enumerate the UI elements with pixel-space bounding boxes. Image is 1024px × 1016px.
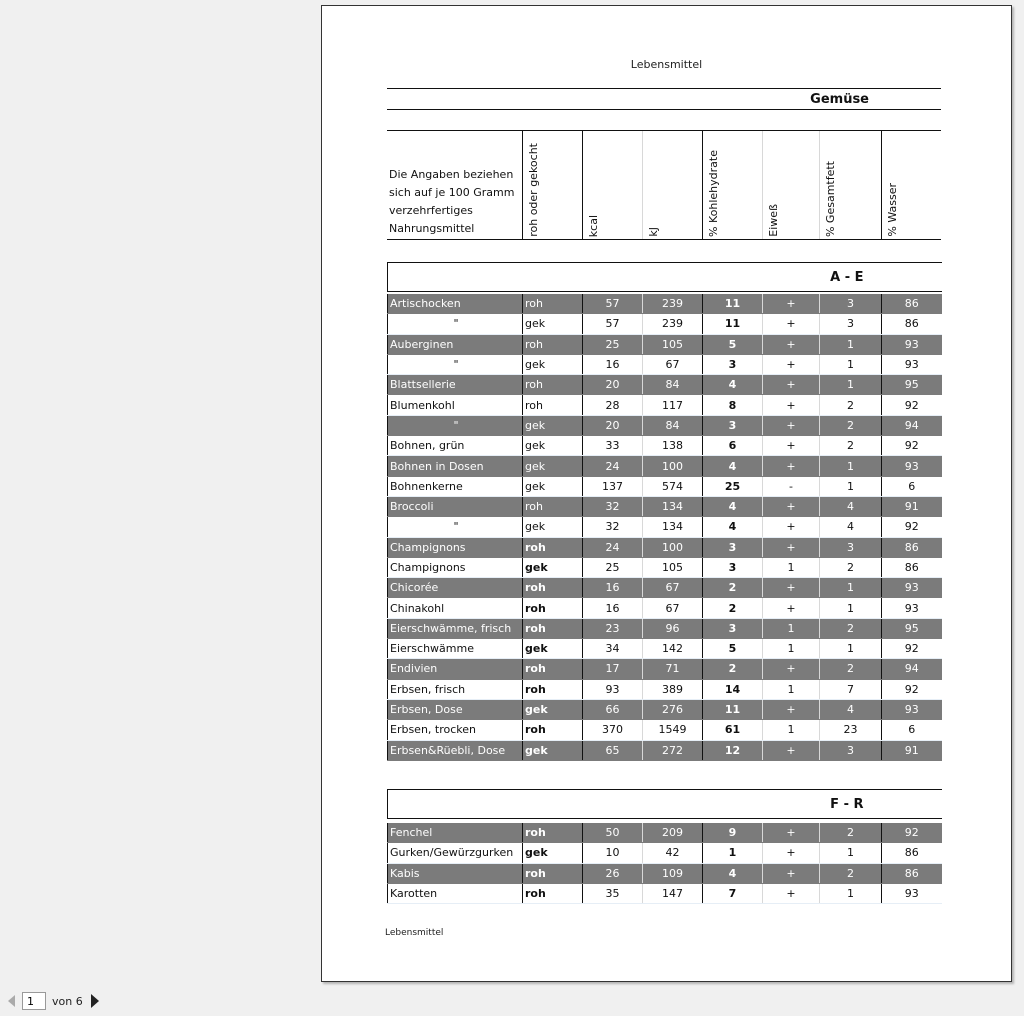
page-navigation xyxy=(8,991,99,1011)
kcal-cell: 20 xyxy=(583,415,643,435)
kj-cell: 100 xyxy=(643,456,703,476)
wasser-cell: 93 xyxy=(882,699,942,719)
kh-cell: 3 xyxy=(703,537,763,557)
wasser-cell: 86 xyxy=(882,314,942,334)
kj-cell: 71 xyxy=(643,659,703,679)
food-name-cell: Bohnenkerne xyxy=(388,476,523,496)
kcal-cell: 32 xyxy=(583,496,643,516)
wasser-cell: 92 xyxy=(882,639,942,659)
eiweiss-cell: + xyxy=(763,314,820,334)
fett-cell: 2 xyxy=(820,659,882,679)
wasser-cell: 95 xyxy=(882,618,942,638)
food-name-cell: Champignons xyxy=(388,537,523,557)
state-cell: gek xyxy=(523,456,583,476)
kj-cell: 574 xyxy=(643,476,703,496)
table-row xyxy=(388,578,942,598)
eiweiss-cell: + xyxy=(763,598,820,618)
state-cell: roh xyxy=(523,720,583,740)
kh-cell: 9 xyxy=(703,823,763,843)
kcal-cell: 370 xyxy=(583,720,643,740)
kj-cell: 100 xyxy=(643,537,703,557)
wasser-cell: 86 xyxy=(882,557,942,577)
state-cell: roh xyxy=(523,883,583,903)
state-cell: gek xyxy=(523,314,583,334)
fett-cell: 1 xyxy=(820,354,882,374)
table-row xyxy=(388,598,942,618)
food-name-cell: Auberginen xyxy=(388,334,523,354)
section-title: F - R xyxy=(388,790,942,819)
section-table-a-e xyxy=(387,262,942,761)
kh-cell: 61 xyxy=(703,720,763,740)
wasser-cell: 92 xyxy=(882,395,942,415)
wasser-cell: 92 xyxy=(882,823,942,843)
fett-cell: 2 xyxy=(820,436,882,456)
food-name-cell: Chicorée xyxy=(388,578,523,598)
food-name-cell: Karotten xyxy=(388,883,523,903)
eiweiss-cell: + xyxy=(763,496,820,516)
kj-cell: 209 xyxy=(643,823,703,843)
food-name-cell: Endivien xyxy=(388,659,523,679)
wasser-cell: 93 xyxy=(882,456,942,476)
state-cell: roh xyxy=(523,537,583,557)
wasser-cell: 92 xyxy=(882,517,942,537)
kh-cell: 4 xyxy=(703,863,763,883)
eiweiss-cell: + xyxy=(763,578,820,598)
wasser-cell: 86 xyxy=(882,537,942,557)
kcal-cell: 16 xyxy=(583,354,643,374)
kj-cell: 272 xyxy=(643,740,703,760)
kh-cell: 3 xyxy=(703,354,763,374)
table-row xyxy=(388,294,942,314)
kcal-cell: 28 xyxy=(583,395,643,415)
state-cell: roh xyxy=(523,496,583,516)
table-row xyxy=(388,823,942,843)
wasser-cell: 91 xyxy=(882,496,942,516)
state-cell: roh xyxy=(523,598,583,618)
food-name-cell: Eierschwämme xyxy=(388,639,523,659)
eiweiss-cell: + xyxy=(763,740,820,760)
table-title: Gemüse xyxy=(387,89,941,110)
wasser-cell: 93 xyxy=(882,598,942,618)
kcal-cell: 17 xyxy=(583,659,643,679)
kj-cell: 134 xyxy=(643,517,703,537)
kcal-cell: 50 xyxy=(583,823,643,843)
column-header-kohlehydrate: % Kohlehydrate xyxy=(702,131,762,240)
kcal-cell: 16 xyxy=(583,598,643,618)
eiweiss-cell: + xyxy=(763,883,820,903)
fett-cell: 4 xyxy=(820,699,882,719)
fett-cell: 1 xyxy=(820,598,882,618)
food-name-cell: Gurken/Gewürzgurken xyxy=(388,843,523,863)
kh-cell: 11 xyxy=(703,294,763,314)
food-name-cell: Bohnen, grün xyxy=(388,436,523,456)
fett-cell: 4 xyxy=(820,517,882,537)
kcal-cell: 25 xyxy=(583,557,643,577)
kj-cell: 239 xyxy=(643,314,703,334)
kj-cell: 84 xyxy=(643,415,703,435)
food-name-cell: Blumenkohl xyxy=(388,395,523,415)
wasser-cell: 6 xyxy=(882,476,942,496)
state-cell: roh xyxy=(523,375,583,395)
wasser-cell: 86 xyxy=(882,863,942,883)
fett-cell: 1 xyxy=(820,639,882,659)
kj-cell: 1549 xyxy=(643,720,703,740)
kh-cell: 11 xyxy=(703,314,763,334)
kcal-cell: 57 xyxy=(583,314,643,334)
kh-cell: 14 xyxy=(703,679,763,699)
fett-cell: 1 xyxy=(820,375,882,395)
fett-cell: 4 xyxy=(820,496,882,516)
kcal-cell: 24 xyxy=(583,537,643,557)
table-row xyxy=(388,395,942,415)
state-cell: roh xyxy=(523,395,583,415)
blank-row xyxy=(387,110,941,131)
kh-cell: 11 xyxy=(703,699,763,719)
kcal-cell: 23 xyxy=(583,618,643,638)
kh-cell: 4 xyxy=(703,517,763,537)
wasser-cell: 86 xyxy=(882,294,942,314)
kcal-cell: 32 xyxy=(583,517,643,537)
food-name-cell: " xyxy=(388,314,523,334)
food-name-cell: Erbsen, Dose xyxy=(388,699,523,719)
kj-cell: 109 xyxy=(643,863,703,883)
fett-cell: 1 xyxy=(820,456,882,476)
section-table-f-r xyxy=(387,789,942,904)
kj-cell: 276 xyxy=(643,699,703,719)
kcal-cell: 93 xyxy=(583,679,643,699)
eiweiss-cell: + xyxy=(763,537,820,557)
table-row xyxy=(388,375,942,395)
wasser-cell: 93 xyxy=(882,883,942,903)
food-name-cell: Bohnen in Dosen xyxy=(388,456,523,476)
column-header-table xyxy=(387,88,941,240)
kj-cell: 67 xyxy=(643,598,703,618)
fett-cell: 3 xyxy=(820,314,882,334)
table-row xyxy=(388,843,942,863)
fett-cell: 1 xyxy=(820,578,882,598)
fett-cell: 2 xyxy=(820,395,882,415)
column-header-gesamtfett: % Gesamtfett xyxy=(819,131,881,240)
fett-cell: 2 xyxy=(820,823,882,843)
column-header-kj: kJ xyxy=(642,131,702,240)
fett-cell: 7 xyxy=(820,679,882,699)
state-cell: gek xyxy=(523,639,583,659)
state-cell: roh xyxy=(523,334,583,354)
next-page-icon[interactable] xyxy=(91,994,99,1008)
food-name-cell: " xyxy=(388,354,523,374)
kcal-cell: 26 xyxy=(583,863,643,883)
kh-cell: 2 xyxy=(703,578,763,598)
column-header-kcal: kcal xyxy=(582,131,642,240)
food-name-cell: " xyxy=(388,517,523,537)
kcal-cell: 65 xyxy=(583,740,643,760)
wasser-cell: 93 xyxy=(882,578,942,598)
kj-cell: 147 xyxy=(643,883,703,903)
wasser-cell: 92 xyxy=(882,436,942,456)
table-row xyxy=(388,639,942,659)
eiweiss-cell: + xyxy=(763,517,820,537)
kh-cell: 8 xyxy=(703,395,763,415)
eiweiss-cell: + xyxy=(763,334,820,354)
kh-cell: 12 xyxy=(703,740,763,760)
state-cell: roh xyxy=(523,823,583,843)
fett-cell: 23 xyxy=(820,720,882,740)
kcal-cell: 20 xyxy=(583,375,643,395)
eiweiss-cell: + xyxy=(763,375,820,395)
kj-cell: 105 xyxy=(643,557,703,577)
kcal-cell: 35 xyxy=(583,883,643,903)
fett-cell: 2 xyxy=(820,618,882,638)
eiweiss-cell: 1 xyxy=(763,557,820,577)
state-cell: gek xyxy=(523,699,583,719)
food-name-cell: Erbsen&Rüebli, Dose xyxy=(388,740,523,760)
wasser-cell: 93 xyxy=(882,354,942,374)
previous-page-icon[interactable] xyxy=(8,995,15,1007)
state-cell: gek xyxy=(523,476,583,496)
kh-cell: 25 xyxy=(703,476,763,496)
wasser-cell: 95 xyxy=(882,375,942,395)
eiweiss-cell: 1 xyxy=(763,679,820,699)
food-name-cell: " xyxy=(388,415,523,435)
kh-cell: 5 xyxy=(703,639,763,659)
kh-cell: 2 xyxy=(703,598,763,618)
fett-cell: 3 xyxy=(820,740,882,760)
kj-cell: 134 xyxy=(643,496,703,516)
kj-cell: 105 xyxy=(643,334,703,354)
kj-cell: 96 xyxy=(643,618,703,638)
section-title: A - E xyxy=(388,263,942,292)
table-row xyxy=(388,618,942,638)
kcal-cell: 16 xyxy=(583,578,643,598)
table-row xyxy=(388,354,942,374)
kj-cell: 239 xyxy=(643,294,703,314)
eiweiss-cell: + xyxy=(763,294,820,314)
state-cell: roh xyxy=(523,679,583,699)
fett-cell: 3 xyxy=(820,294,882,314)
kcal-cell: 10 xyxy=(583,843,643,863)
table-row xyxy=(388,883,942,903)
page-count-label: von 6 xyxy=(52,994,83,1008)
fett-cell: 3 xyxy=(820,537,882,557)
eiweiss-cell: + xyxy=(763,354,820,374)
kh-cell: 3 xyxy=(703,557,763,577)
table-row xyxy=(388,456,942,476)
kh-cell: 3 xyxy=(703,618,763,638)
state-cell: gek xyxy=(523,436,583,456)
kj-cell: 84 xyxy=(643,375,703,395)
table-row xyxy=(388,699,942,719)
state-cell: gek xyxy=(523,415,583,435)
food-name-cell: Champignons xyxy=(388,557,523,577)
kj-cell: 142 xyxy=(643,639,703,659)
state-cell: gek xyxy=(523,557,583,577)
column-header-eiweiss: Eiweß xyxy=(762,131,819,240)
food-name-cell: Broccoli xyxy=(388,496,523,516)
eiweiss-cell: + xyxy=(763,823,820,843)
food-name-cell: Erbsen, frisch xyxy=(388,679,523,699)
fett-cell: 2 xyxy=(820,863,882,883)
food-name-cell: Fenchel xyxy=(388,823,523,843)
kj-cell: 389 xyxy=(643,679,703,699)
food-name-cell: Blattsellerie xyxy=(388,375,523,395)
eiweiss-cell: 1 xyxy=(763,639,820,659)
eiweiss-cell: + xyxy=(763,456,820,476)
page-header: Lebensmittel xyxy=(630,58,703,71)
kcal-cell: 57 xyxy=(583,294,643,314)
food-name-cell: Chinakohl xyxy=(388,598,523,618)
wasser-cell: 92 xyxy=(882,679,942,699)
eiweiss-cell: + xyxy=(763,659,820,679)
table-row xyxy=(388,476,942,496)
state-cell: gek xyxy=(523,843,583,863)
table-row xyxy=(388,314,942,334)
table-row xyxy=(388,740,942,760)
food-name-cell: Artischocken xyxy=(388,294,523,314)
kj-cell: 67 xyxy=(643,578,703,598)
table-row xyxy=(388,720,942,740)
table-row xyxy=(388,557,942,577)
eiweiss-cell: + xyxy=(763,395,820,415)
kcal-cell: 66 xyxy=(583,699,643,719)
table-row xyxy=(388,496,942,516)
eiweiss-cell: + xyxy=(763,699,820,719)
kj-cell: 67 xyxy=(643,354,703,374)
fett-cell: 1 xyxy=(820,843,882,863)
eiweiss-cell: 1 xyxy=(763,720,820,740)
eiweiss-cell: + xyxy=(763,863,820,883)
state-cell: gek xyxy=(523,354,583,374)
kh-cell: 6 xyxy=(703,436,763,456)
kj-cell: 42 xyxy=(643,843,703,863)
table-row xyxy=(388,863,942,883)
fett-cell: 1 xyxy=(820,883,882,903)
wasser-cell: 6 xyxy=(882,720,942,740)
table-row xyxy=(388,659,942,679)
kh-cell: 4 xyxy=(703,456,763,476)
state-cell: roh xyxy=(523,863,583,883)
state-cell: gek xyxy=(523,517,583,537)
state-cell: roh xyxy=(523,659,583,679)
page-footer: Lebensmittel xyxy=(385,928,444,938)
kcal-cell: 25 xyxy=(583,334,643,354)
kh-cell: 4 xyxy=(703,496,763,516)
kh-cell: 2 xyxy=(703,659,763,679)
fett-cell: 2 xyxy=(820,557,882,577)
kh-cell: 5 xyxy=(703,334,763,354)
state-cell: gek xyxy=(523,740,583,760)
kcal-cell: 137 xyxy=(583,476,643,496)
fett-cell: 1 xyxy=(820,334,882,354)
kh-cell: 4 xyxy=(703,375,763,395)
state-cell: roh xyxy=(523,618,583,638)
kh-cell: 1 xyxy=(703,843,763,863)
eiweiss-cell: + xyxy=(763,415,820,435)
fett-cell: 2 xyxy=(820,415,882,435)
table-row xyxy=(388,517,942,537)
kj-cell: 117 xyxy=(643,395,703,415)
eiweiss-cell: + xyxy=(763,436,820,456)
description-cell: Die Angaben beziehen sich auf je 100 Gramm verzehrfertiges Nahrungsmittel xyxy=(387,131,522,240)
column-header-state: roh oder gekocht xyxy=(522,131,582,240)
eiweiss-cell: - xyxy=(763,476,820,496)
page-number-input[interactable] xyxy=(22,992,46,1010)
document-page xyxy=(321,5,1012,982)
kcal-cell: 24 xyxy=(583,456,643,476)
food-name-cell: Eierschwämme, frisch xyxy=(388,618,523,638)
table-row xyxy=(388,334,942,354)
wasser-cell: 94 xyxy=(882,415,942,435)
wasser-cell: 86 xyxy=(882,843,942,863)
kh-cell: 3 xyxy=(703,415,763,435)
wasser-cell: 91 xyxy=(882,740,942,760)
food-name-cell: Kabis xyxy=(388,863,523,883)
kh-cell: 7 xyxy=(703,883,763,903)
wasser-cell: 93 xyxy=(882,334,942,354)
column-header-wasser: % Wasser xyxy=(881,131,941,240)
table-row xyxy=(388,436,942,456)
table-row xyxy=(388,679,942,699)
kcal-cell: 33 xyxy=(583,436,643,456)
state-cell: roh xyxy=(523,294,583,314)
eiweiss-cell: + xyxy=(763,843,820,863)
fett-cell: 1 xyxy=(820,476,882,496)
kcal-cell: 34 xyxy=(583,639,643,659)
wasser-cell: 94 xyxy=(882,659,942,679)
eiweiss-cell: 1 xyxy=(763,618,820,638)
food-name-cell: Erbsen, trocken xyxy=(388,720,523,740)
table-row xyxy=(388,415,942,435)
table-row xyxy=(388,537,942,557)
state-cell: roh xyxy=(523,578,583,598)
kj-cell: 138 xyxy=(643,436,703,456)
